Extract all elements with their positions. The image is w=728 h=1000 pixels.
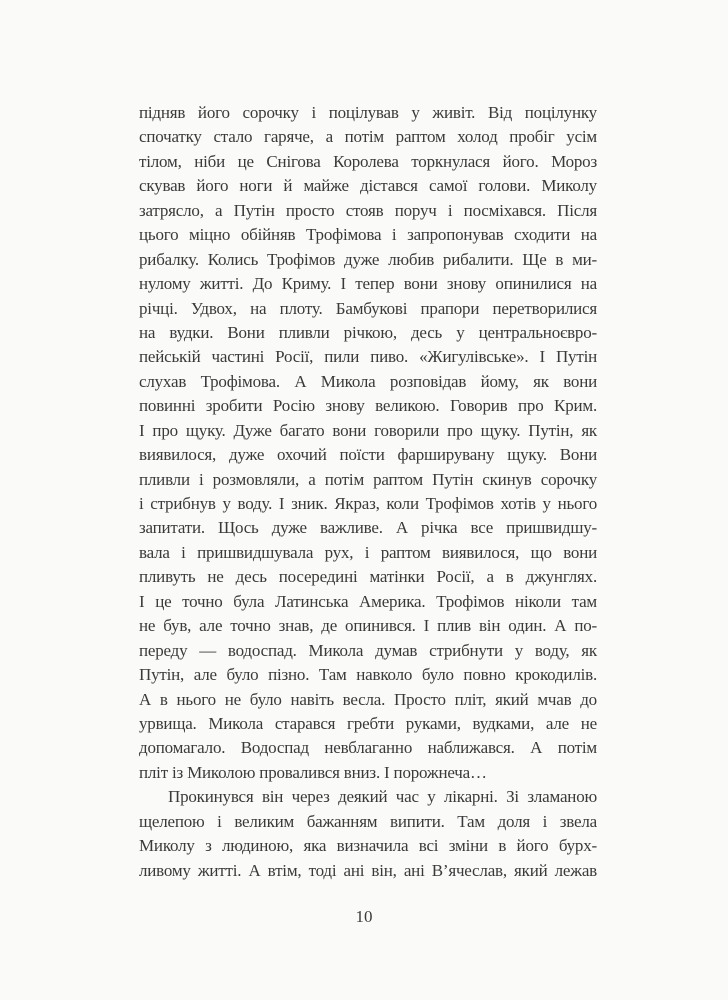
text-line: Прокинувся він через деякий час у лікарні. Зі зламаною xyxy=(168,787,597,807)
text-line: пливли і розмовляли, а потім раптом Путін скинув сорочку xyxy=(139,469,597,489)
text-line: пливуть не десь посередині матінки Росії, а в джунглях. xyxy=(139,567,597,587)
text-line: Путін, але було пізно. Там навколо було повно крокодилів. xyxy=(139,665,597,685)
text-line: вала і пришвидшувала рух, і раптом виявилося, що вони xyxy=(139,542,597,562)
text-line: запитати. Щось дуже важливе. А річка все пришвидшу- xyxy=(139,518,597,538)
text-line: річці. Удвох, на плоту. Бамбукові прапори перетворилися xyxy=(139,298,597,318)
text-line: І це точно була Латинська Америка. Трофімов ніколи там xyxy=(139,591,597,611)
text-line: спочатку стало гаряче, а потім раптом холод пробіг усім xyxy=(139,127,597,147)
text-line: виявилося, дуже охочий поїсти фарширувану щуку. Вони xyxy=(139,445,597,465)
text-line: і стрибнув у воду. І зник. Якраз, коли Трофімов хотів у нього xyxy=(139,494,597,513)
page-number: 10 xyxy=(355,907,373,926)
text-line: пліт із Миколою провалився вниз. І порожнеча… xyxy=(139,762,487,782)
text-line: цього міцно обійняв Трофімова і запропонував сходити на xyxy=(139,225,597,245)
text-line: скував його ноги й майже дістався самої голови. Миколу xyxy=(139,176,597,196)
text-line: підняв його сорочку і поцілував у живіт. Від поцілунку xyxy=(139,103,597,122)
text-line: ливому житті. А втім, тоді ані він, ані В’ячеслав, який лежав xyxy=(139,860,597,880)
text-line: нулому житті. До Криму. І тепер вони знову опинилися на xyxy=(139,274,597,294)
text-line: урвища. Микола старався гребти руками, вудками, але не xyxy=(139,713,597,733)
text-line: щелепою і великим бажанням випити. Там доля і звела xyxy=(139,811,597,831)
text-line: А в нього не було навіть весла. Просто пліт, який мчав до xyxy=(139,689,597,709)
text-line: на вудки. Вони пливли річкою, десь у центральноєвро- xyxy=(139,322,597,342)
page-text xyxy=(139,101,597,883)
text-line: Миколу з людиною, яка визначила всі зміни в його бурх- xyxy=(139,836,597,856)
text-line: тілом, ніби це Снігова Королева торкнулася його. Мороз xyxy=(139,151,597,171)
text-line: повинні зробити Росію знову великою. Говорив про Крим. xyxy=(139,396,597,416)
text-line: не був, але точно знав, де опинився. І плив він один. А по- xyxy=(139,616,597,636)
text-line: І про щуку. Дуже багато вони говорили про щуку. Путін, як xyxy=(139,420,597,440)
text-line: пейській частині Росії, пили пиво. «Жигулівське». І Путін xyxy=(139,347,597,367)
text-line: переду — водоспад. Микола думав стрибнути у воду, як xyxy=(139,640,597,660)
text-line: допомагало. Водоспад невблаганно наближався. А потім xyxy=(139,738,597,758)
text-line: рибалку. Колись Трофімов дуже любив рибалити. Ще в ми- xyxy=(139,249,597,269)
text-line: слухав Трофімова. А Микола розповідав йому, як вони xyxy=(139,371,597,391)
text-line: затрясло, а Путін просто стояв поруч і посміхався. Після xyxy=(139,200,597,220)
